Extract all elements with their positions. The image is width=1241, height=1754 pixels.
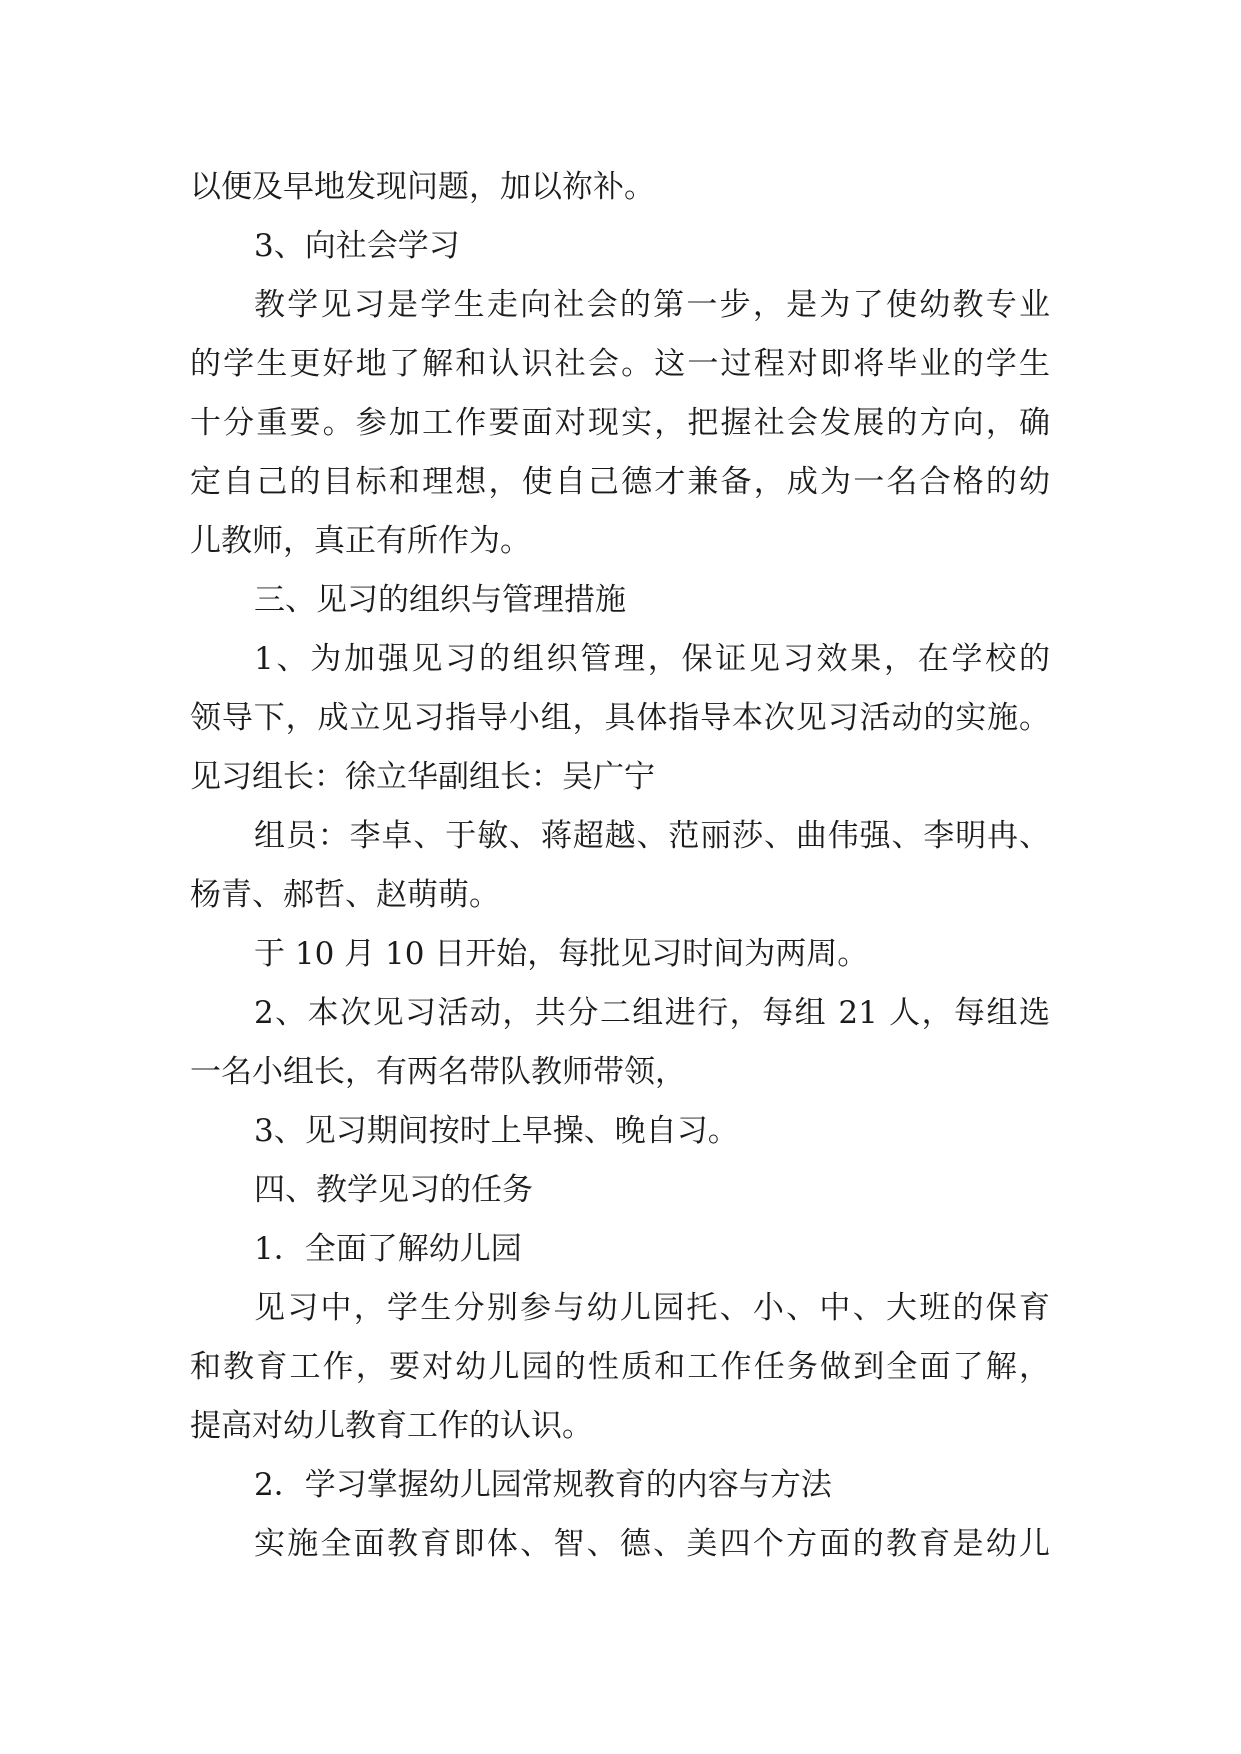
subsection-heading: 2．学习掌握幼儿园常规教育的内容与方法 [254, 1467, 832, 1503]
text-line: 组员：李卓、于敏、蒋超越、范丽莎、曲伟强、李明冉、 [254, 818, 1050, 854]
text-line: 见习中，学生分别参与幼儿园托、小、中、大班的保育 [254, 1290, 1050, 1326]
text-line: 杨青、郝哲、赵萌萌。 [190, 877, 500, 913]
text-line: 见习组长：徐立华副组长：吴广宁 [190, 759, 655, 795]
text-line: 和教育工作，要对幼儿园的性质和工作任务做到全面了解， [190, 1349, 1050, 1385]
text-line: 1、为加强见习的组织管理，保证见习效果，在学校的 [254, 641, 1050, 677]
section-heading: 三、见习的组织与管理措施 [254, 582, 626, 618]
text-line: 实施全面教育即体、智、德、美四个方面的教育是幼儿 [254, 1526, 1050, 1562]
text-line: 定自己的目标和理想，使自己德才兼备，成为一名合格的幼 [190, 464, 1050, 500]
section-heading: 四、教学见习的任务 [254, 1172, 533, 1208]
text-line: 于 10 月 10 日开始，每批见习时间为两周。 [254, 936, 869, 972]
text-line: 儿教师，真正有所作为。 [190, 523, 531, 559]
document-body [190, 158, 1050, 1574]
text-line: 3、见习期间按时上早操、晚自习。 [254, 1113, 739, 1149]
text-line: 的学生更好地了解和认识社会。这一过程对即将毕业的学生 [190, 346, 1050, 382]
text-line: 领导下，成立见习指导小组，具体指导本次见习活动的实施。 [190, 700, 1050, 736]
text-line: 十分重要。参加工作要面对现实，把握社会发展的方向，确 [190, 405, 1050, 441]
text-line: 一名小组长，有两名带队教师带领， [190, 1054, 686, 1090]
text-line: 提高对幼儿教育工作的认识。 [190, 1408, 593, 1444]
subsection-heading: 1．全面了解幼儿园 [254, 1231, 522, 1267]
section-heading: 3、向社会学习 [254, 228, 460, 264]
text-line: 2、本次见习活动，共分二组进行，每组 21 人，每组选 [254, 995, 1050, 1031]
text-line: 教学见习是学生走向社会的第一步，是为了使幼教专业 [254, 287, 1050, 323]
text-line: 以便及早地发现问题，加以祢补。 [190, 169, 655, 205]
